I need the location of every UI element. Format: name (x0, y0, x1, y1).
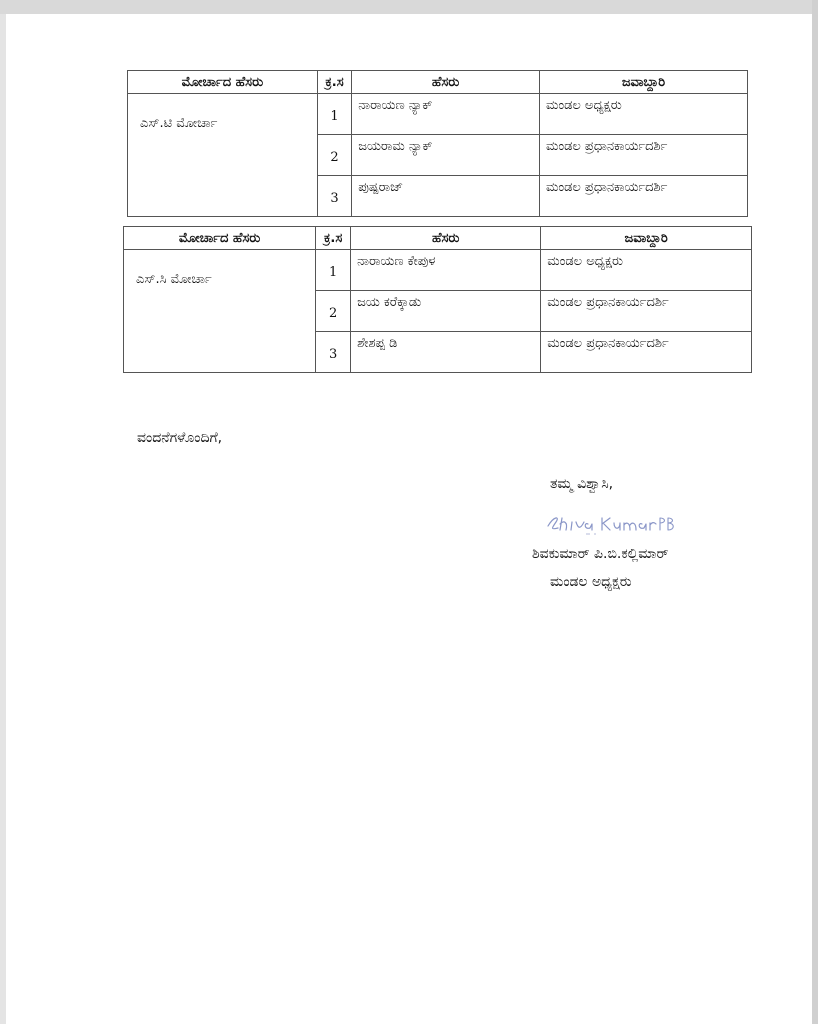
header-serial: ಕ್ರ.ಸ (317, 71, 352, 94)
serial-cell: 2 (317, 135, 352, 176)
serial-cell: 3 (317, 176, 352, 217)
table-header-row (124, 227, 752, 250)
morcha-name-cell: ಎಸ್.ಟಿ ಮೋರ್ಚಾ (128, 94, 318, 217)
header-responsibility: ಜವಾಬ್ದಾರಿ (541, 227, 752, 250)
responsibility-cell: ಮಂಡಲ ಪ್ರಧಾನಕಾರ್ಯದರ್ಶಿ (541, 291, 752, 332)
serial-cell: 1 (316, 250, 351, 291)
responsibility-cell: ಮಂಡಲ ಅಧ್ಯಕ್ಷರು (541, 250, 752, 291)
header-responsibility: ಜವಾಬ್ದಾರಿ (539, 71, 747, 94)
serial-cell: 3 (316, 332, 351, 373)
member-name-cell: ನಾರಾಯಣ ನ್ಯಾಕ್ (352, 94, 540, 135)
header-name: ಹೆಸರು (352, 71, 540, 94)
serial-cell: 1 (317, 94, 352, 135)
header-serial: ಕ್ರ.ಸ (316, 227, 351, 250)
morcha-name-cell: ಎಸ್.ಸಿ ಮೋರ್ಚಾ (124, 250, 316, 373)
member-name-cell: ಪುಷ್ಪರಾಜ್ (352, 176, 540, 217)
responsibility-cell: ಮಂಡಲ ಪ್ರಧಾನಕಾರ್ಯದರ್ಶಿ (539, 135, 747, 176)
member-name-cell: ಜಯರಾಮ ನ್ಯಾಕ್ (352, 135, 540, 176)
header-morcha-name: ಮೋರ್ಚಾದ ಹೆಸರು (124, 227, 316, 250)
table-header-row (128, 71, 748, 94)
scan-right-edge (812, 0, 818, 1024)
responsibility-cell: ಮಂಡಲ ಪ್ರಧಾನಕಾರ್ಯದರ್ಶಿ (541, 332, 752, 373)
responsibility-cell: ಮಂಡಲ ಅಧ್ಯಕ್ಷರು (539, 94, 747, 135)
st-morcha-table (127, 70, 748, 217)
responsibility-cell: ಮಂಡಲ ಪ್ರಧಾನಕಾರ್ಯದರ್ಶಿ (539, 176, 747, 217)
signature-image (546, 510, 676, 536)
header-name: ಹೆಸರು (351, 227, 541, 250)
table-row (128, 94, 748, 135)
handwritten-signature (546, 510, 676, 540)
sc-morcha-table (123, 226, 752, 373)
serial-cell: 2 (316, 291, 351, 332)
member-name-cell: ನಾರಾಯಣ ಕೇಪುಳ (351, 250, 541, 291)
closing-greeting: ವಂದನೆಗಳೊಂದಿಗೆ, (137, 430, 223, 446)
header-morcha-name: ಮೋರ್ಚಾದ ಹೆಸರು (128, 71, 318, 94)
signer-designation: ಮಂಡಲ ಅಧ್ಯಕ್ಷರು (550, 574, 632, 590)
member-name-cell: ಜಯ ಕರೆಕ್ಕಾಡು (351, 291, 541, 332)
scan-top-edge (0, 0, 818, 14)
member-name-cell: ಶೇಶಪ್ಪ ಡಿ (351, 332, 541, 373)
signer-name: ಶಿವಕುಮಾರ್ ಪಿ.ಬಿ.ಕಲ್ಲಿಮಾರ್ (532, 546, 669, 562)
sign-off: ತಮ್ಮ ವಿಶ್ವಾಸಿ, (550, 476, 614, 492)
table-row (124, 250, 752, 291)
